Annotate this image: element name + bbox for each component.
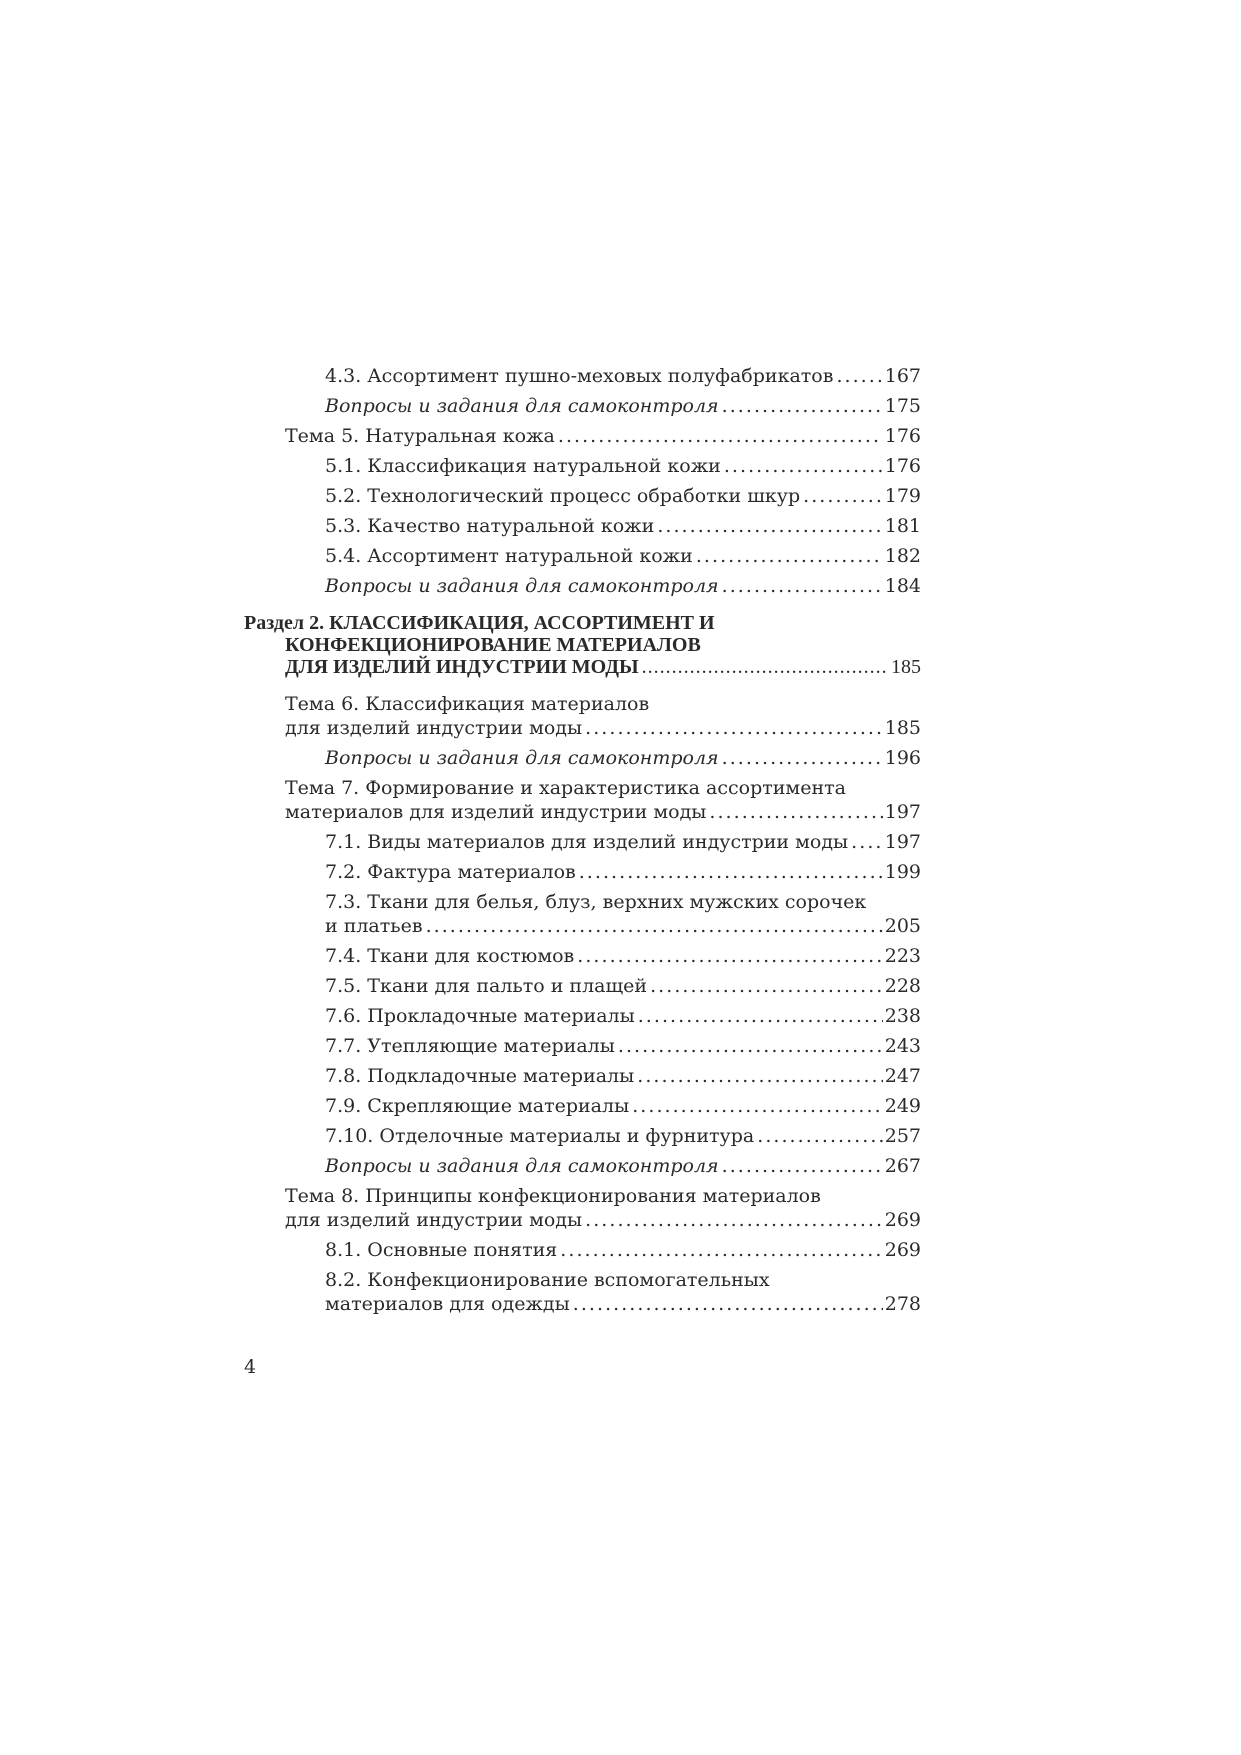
toc-entry bbox=[244, 860, 921, 884]
toc-entry-title-line: для изделий индустрии моды bbox=[285, 717, 583, 739]
toc-leader-dots bbox=[803, 484, 883, 508]
toc-leader-dots bbox=[722, 574, 883, 598]
toc-entry-title: Вопросы и задания для самоконтроля bbox=[325, 747, 719, 769]
toc-leader-dots bbox=[577, 944, 882, 968]
table-of-contents bbox=[244, 364, 921, 1322]
toc-section-title-line: ДЛЯ ИЗДЕЛИЙ ИНДУСТРИИ МОДЫ bbox=[285, 656, 639, 678]
toc-leader-dots bbox=[585, 716, 883, 740]
toc-entry-page: 176 bbox=[884, 425, 921, 447]
toc-leader-dots bbox=[722, 1154, 883, 1178]
toc-leader-dots bbox=[638, 1004, 883, 1028]
toc-entry-page: 185 bbox=[884, 717, 921, 739]
toc-section-title-line: Раздел 2. КЛАССИФИКАЦИЯ, АССОРТИМЕНТ И bbox=[244, 612, 715, 634]
toc-entry bbox=[244, 484, 921, 508]
toc-entry-self-check bbox=[244, 574, 921, 598]
toc-entry bbox=[244, 890, 921, 938]
toc-entry-title: Вопросы и задания для самоконтроля bbox=[325, 1155, 719, 1177]
toc-entry bbox=[244, 974, 921, 998]
toc-entry-title-line: Тема 6. Классификация материалов bbox=[285, 693, 650, 715]
toc-entry-title: 7.2. Фактура материалов bbox=[325, 861, 576, 883]
toc-entry-title-line: 7.3. Ткани для белья, блуз, верхних мужских сорочек bbox=[325, 891, 867, 913]
toc-leader-dots bbox=[632, 1094, 883, 1118]
toc-leader-dots bbox=[650, 974, 883, 998]
toc-entry-title-line: Тема 7. Формирование и характеристика ассортимента bbox=[285, 777, 846, 799]
toc-leader-dots bbox=[642, 656, 889, 678]
toc-entry-title-line: материалов для изделий индустрии моды bbox=[285, 801, 707, 823]
toc-entry-page: 249 bbox=[884, 1095, 921, 1117]
toc-entry bbox=[244, 544, 921, 568]
toc-leader-dots bbox=[657, 514, 882, 538]
toc-entry bbox=[244, 944, 921, 968]
toc-leader-dots bbox=[579, 860, 883, 884]
toc-topic-5 bbox=[244, 424, 921, 448]
toc-entry-page: 238 bbox=[884, 1005, 921, 1027]
toc-entry-page: 181 bbox=[884, 515, 921, 537]
toc-entry bbox=[244, 830, 921, 854]
toc-entry-title: 7.1. Виды материалов для изделий индустрии моды bbox=[325, 831, 849, 853]
toc-entry bbox=[244, 1238, 921, 1262]
toc-entry-self-check bbox=[244, 1154, 921, 1178]
toc-entry-title-line: материалов для одежды bbox=[325, 1293, 570, 1315]
toc-leader-dots bbox=[696, 544, 883, 568]
toc-leader-dots bbox=[573, 1292, 883, 1316]
toc-leader-dots bbox=[709, 800, 882, 824]
toc-entry-title: Вопросы и задания для самоконтроля bbox=[325, 395, 719, 417]
toc-entry-self-check bbox=[244, 394, 921, 418]
toc-entry-page: 185 bbox=[891, 656, 921, 678]
toc-entry-title: 7.9. Скрепляющие материалы bbox=[325, 1095, 630, 1117]
toc-entry bbox=[244, 1124, 921, 1148]
toc-entry-title: 7.7. Утепляющие материалы bbox=[325, 1035, 615, 1057]
toc-entry-title: 5.4. Ассортимент натуральной кожи bbox=[325, 545, 693, 567]
toc-entry-title: 7.8. Подкладочные материалы bbox=[325, 1065, 635, 1087]
toc-entry bbox=[244, 1004, 921, 1028]
toc-leader-dots bbox=[722, 394, 883, 418]
toc-leader-dots bbox=[558, 424, 883, 448]
toc-entry-title: 4.3. Ассортимент пушно-меховых полуфабрикатов bbox=[325, 365, 834, 387]
toc-entry-page: 223 bbox=[884, 945, 921, 967]
toc-entry-title-line: 8.2. Конфекционирование вспомогательных bbox=[325, 1269, 770, 1291]
toc-entry-page: 269 bbox=[884, 1209, 921, 1231]
toc-entry-page: 257 bbox=[884, 1125, 921, 1147]
toc-entry-title: 5.3. Качество натуральной кожи bbox=[325, 515, 655, 537]
toc-leader-dots bbox=[724, 454, 883, 478]
toc-leader-dots bbox=[836, 364, 882, 388]
toc-entry-page: 196 bbox=[884, 747, 921, 769]
toc-entry-page: 175 bbox=[884, 395, 921, 417]
toc-entry-page: 182 bbox=[884, 545, 921, 567]
toc-entry-title: 7.6. Прокладочные материалы bbox=[325, 1005, 635, 1027]
toc-entry-self-check bbox=[244, 746, 921, 770]
toc-entry-title: 8.1. Основные понятия bbox=[325, 1239, 558, 1261]
toc-leader-dots bbox=[585, 1208, 883, 1232]
toc-entry bbox=[244, 364, 921, 388]
toc-leader-dots bbox=[560, 1238, 882, 1262]
toc-leader-dots bbox=[637, 1064, 882, 1088]
toc-entry-page: 243 bbox=[884, 1035, 921, 1057]
toc-topic-6 bbox=[244, 692, 921, 740]
toc-entry-title-line: и платьев bbox=[325, 915, 423, 937]
toc-leader-dots bbox=[757, 1124, 883, 1148]
toc-entry-title: 7.5. Ткани для пальто и плащей bbox=[325, 975, 648, 997]
toc-entry-page: 176 bbox=[884, 455, 921, 477]
toc-topic-8 bbox=[244, 1184, 921, 1232]
toc-entry bbox=[244, 1094, 921, 1118]
toc-entry-title: 5.2. Технологический процесс обработки шкур bbox=[325, 485, 801, 507]
toc-entry bbox=[244, 1064, 921, 1088]
page-number: 4 bbox=[244, 1356, 257, 1378]
toc-entry-title: Тема 5. Натуральная кожа bbox=[285, 425, 555, 447]
toc-entry-page: 205 bbox=[884, 915, 921, 937]
toc-entry bbox=[244, 1034, 921, 1058]
toc-entry-page: 197 bbox=[884, 831, 921, 853]
toc-entry-page: 269 bbox=[884, 1239, 921, 1261]
toc-leader-dots bbox=[426, 914, 883, 938]
toc-entry-page: 199 bbox=[884, 861, 921, 883]
toc-entry-page: 278 bbox=[884, 1293, 921, 1315]
toc-entry-page: 179 bbox=[884, 485, 921, 507]
toc-section-2 bbox=[244, 612, 921, 678]
toc-leader-dots bbox=[851, 830, 883, 854]
toc-entry-page: 197 bbox=[884, 801, 921, 823]
toc-entry-page: 167 bbox=[884, 365, 921, 387]
toc-entry-title: Вопросы и задания для самоконтроля bbox=[325, 575, 719, 597]
toc-topic-7 bbox=[244, 776, 921, 824]
toc-entry-page: 184 bbox=[884, 575, 921, 597]
toc-entry bbox=[244, 514, 921, 538]
toc-entry bbox=[244, 454, 921, 478]
toc-entry-title-line: для изделий индустрии моды bbox=[285, 1209, 583, 1231]
toc-entry-title: 7.10. Отделочные материалы и фурнитура bbox=[325, 1125, 755, 1147]
toc-entry-title: 5.1. Классификация натуральной кожи bbox=[325, 455, 721, 477]
toc-section-title-line: КОНФЕКЦИОНИРОВАНИЕ МАТЕРИАЛОВ bbox=[285, 634, 701, 656]
toc-entry-page: 228 bbox=[884, 975, 921, 997]
toc-entry-title-line: Тема 8. Принципы конфекционирования материалов bbox=[285, 1185, 821, 1207]
toc-leader-dots bbox=[618, 1034, 883, 1058]
toc-entry-title: 7.4. Ткани для костюмов bbox=[325, 945, 575, 967]
toc-entry-page: 267 bbox=[884, 1155, 921, 1177]
toc-entry-page: 247 bbox=[884, 1065, 921, 1087]
toc-leader-dots bbox=[722, 746, 883, 770]
toc-entry bbox=[244, 1268, 921, 1316]
